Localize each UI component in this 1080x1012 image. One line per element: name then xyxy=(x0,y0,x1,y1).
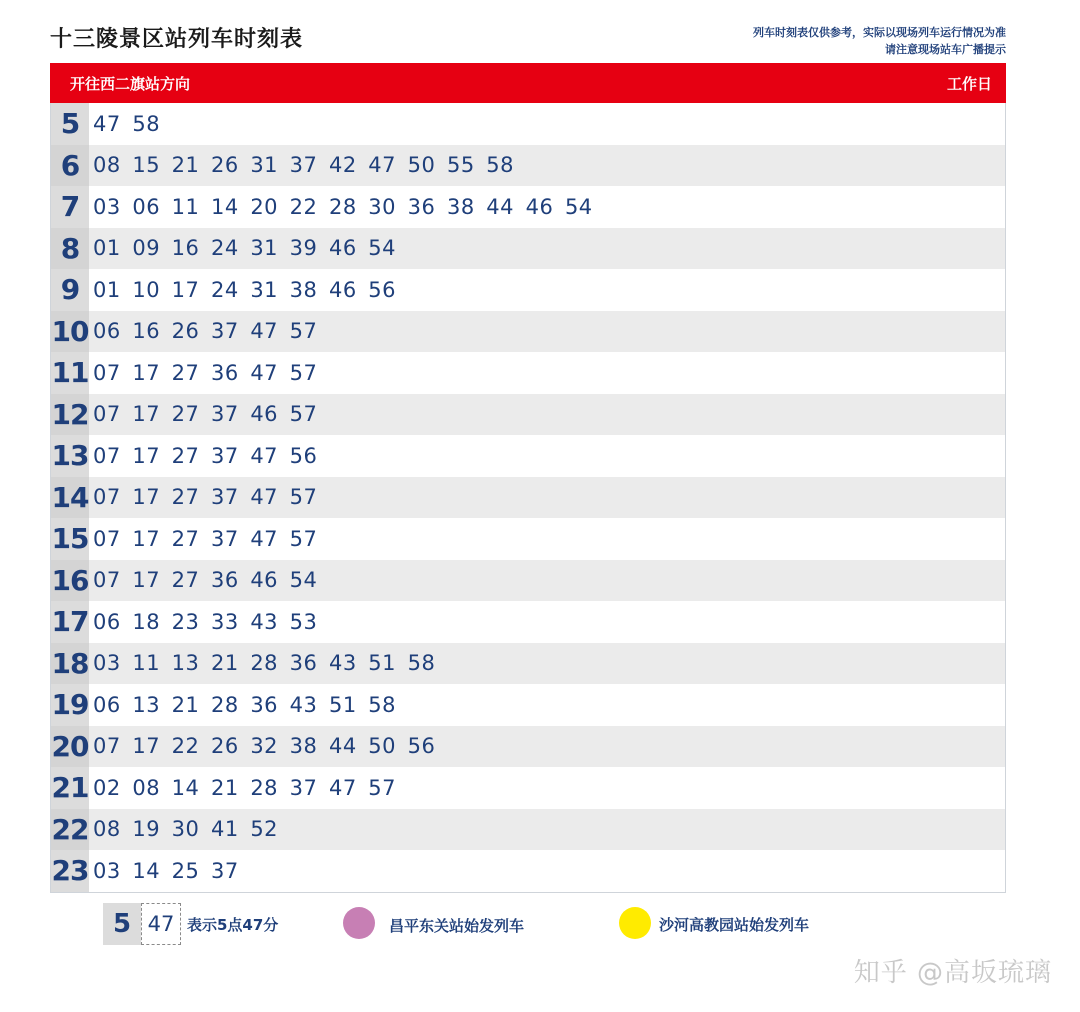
minute-value: 47 xyxy=(250,485,279,510)
legend-example-hour: 5 xyxy=(103,903,141,945)
minute-value: 36 xyxy=(250,692,279,717)
minute-value: 30 xyxy=(368,194,397,219)
minute-value: 58 xyxy=(132,111,161,136)
minute-value: 08 xyxy=(132,775,161,800)
hour-cell: 18 xyxy=(51,643,89,685)
minute-value: 56 xyxy=(289,443,318,468)
minute-value: 54 xyxy=(368,236,397,261)
minute-value: 03 xyxy=(93,651,121,676)
minute-value: 36 xyxy=(210,360,239,385)
minute-value: 28 xyxy=(328,194,357,219)
minute-value: 37 xyxy=(289,775,318,800)
minute-value: 37 xyxy=(210,858,239,883)
minute-value: 32 xyxy=(250,734,279,759)
minute-value: 37 xyxy=(210,402,239,427)
minute-value: 43 xyxy=(250,609,279,634)
table-row xyxy=(51,435,1005,477)
minute-value: 51 xyxy=(368,651,397,676)
minute-value: 53 xyxy=(289,609,318,634)
minute-value: 55 xyxy=(446,153,475,178)
minute-value: 56 xyxy=(368,277,397,302)
hour-cell: 7 xyxy=(51,186,89,228)
notice-line-1: 列车时刻表仅供参考，实际以现场列车运行情况为准 xyxy=(753,26,1006,39)
table-row xyxy=(51,186,1005,228)
minute-value: 15 xyxy=(132,153,161,178)
table-row xyxy=(51,311,1005,353)
minute-value: 08 xyxy=(93,153,121,178)
minute-value: 01 xyxy=(93,277,121,302)
minute-value: 38 xyxy=(289,734,318,759)
minutes-list xyxy=(89,319,329,343)
minute-value: 07 xyxy=(93,402,121,427)
minute-value: 19 xyxy=(132,817,161,842)
table-row xyxy=(51,643,1005,685)
minutes-list xyxy=(89,817,290,841)
minute-value: 47 xyxy=(250,526,279,551)
minute-value: 28 xyxy=(250,651,279,676)
minute-value: 58 xyxy=(407,651,436,676)
hour-cell: 22 xyxy=(51,809,89,851)
minute-value: 41 xyxy=(210,817,239,842)
minute-value: 17 xyxy=(132,526,161,551)
minute-value: 52 xyxy=(250,817,279,842)
minutes-list xyxy=(89,734,447,758)
hour-cell: 12 xyxy=(51,394,89,436)
minute-value: 13 xyxy=(171,651,200,676)
hour-cell: 13 xyxy=(51,435,89,477)
minute-value: 47 xyxy=(250,319,279,344)
table-row xyxy=(51,145,1005,187)
minute-value: 06 xyxy=(93,609,121,634)
minute-value: 47 xyxy=(250,443,279,468)
minute-value: 11 xyxy=(132,651,161,676)
minute-value: 43 xyxy=(328,651,357,676)
minute-value: 57 xyxy=(368,775,397,800)
timetable xyxy=(50,103,1006,893)
minute-value: 47 xyxy=(368,153,397,178)
table-row xyxy=(51,394,1005,436)
minute-value: 08 xyxy=(93,817,121,842)
minutes-list xyxy=(89,485,329,509)
minute-value: 43 xyxy=(289,692,318,717)
minute-value: 18 xyxy=(132,609,161,634)
minute-value: 16 xyxy=(171,236,200,261)
minute-value: 27 xyxy=(171,443,200,468)
notice-text xyxy=(753,24,1006,58)
minute-value: 36 xyxy=(210,568,239,593)
purple-dot-icon xyxy=(343,907,375,939)
minute-value: 37 xyxy=(210,526,239,551)
minute-value: 02 xyxy=(93,775,121,800)
minute-value: 21 xyxy=(171,153,200,178)
minute-value: 17 xyxy=(132,443,161,468)
minute-value: 21 xyxy=(210,651,239,676)
minute-value: 44 xyxy=(328,734,357,759)
minute-value: 31 xyxy=(250,277,279,302)
page-title: 十三陵景区站列车时刻表 xyxy=(50,27,304,52)
minute-value: 44 xyxy=(486,194,515,219)
minute-value: 07 xyxy=(93,485,121,510)
minute-value: 38 xyxy=(446,194,475,219)
minute-value: 07 xyxy=(93,568,121,593)
hour-cell: 21 xyxy=(51,767,89,809)
minutes-list xyxy=(89,776,408,800)
minute-value: 24 xyxy=(210,236,239,261)
minute-value: 06 xyxy=(93,319,121,344)
hour-cell: 19 xyxy=(51,684,89,726)
legend xyxy=(103,903,1003,945)
minute-value: 39 xyxy=(289,236,318,261)
minutes-list xyxy=(89,693,408,717)
minute-value: 21 xyxy=(171,692,200,717)
minute-value: 50 xyxy=(368,734,397,759)
minute-value: 11 xyxy=(171,194,200,219)
table-row xyxy=(51,228,1005,270)
minute-value: 31 xyxy=(250,236,279,261)
minute-value: 57 xyxy=(289,402,318,427)
hour-cell: 14 xyxy=(51,477,89,519)
minute-value: 14 xyxy=(132,858,161,883)
minutes-list xyxy=(89,444,329,468)
minute-value: 47 xyxy=(93,111,121,136)
table-row xyxy=(51,560,1005,602)
legend-purple-label: 昌平东关站始发列车 xyxy=(389,917,525,935)
minute-value: 07 xyxy=(93,443,121,468)
minute-value: 50 xyxy=(407,153,436,178)
minute-value: 31 xyxy=(250,153,279,178)
minute-value: 57 xyxy=(289,319,318,344)
minute-value: 16 xyxy=(132,319,161,344)
minute-value: 24 xyxy=(210,277,239,302)
minute-value: 03 xyxy=(93,194,121,219)
direction-label: 开往西二旗站方向 xyxy=(70,75,191,93)
table-row xyxy=(51,850,1005,892)
minutes-list xyxy=(89,651,447,675)
table-row xyxy=(51,518,1005,560)
hour-cell: 11 xyxy=(51,352,89,394)
minute-value: 27 xyxy=(171,485,200,510)
minutes-list xyxy=(89,236,408,260)
table-row xyxy=(51,726,1005,768)
hour-cell: 20 xyxy=(51,726,89,768)
minute-value: 30 xyxy=(171,817,200,842)
minutes-list xyxy=(89,153,526,177)
table-row xyxy=(51,684,1005,726)
minute-value: 37 xyxy=(210,319,239,344)
minute-value: 01 xyxy=(93,236,121,261)
hour-cell: 23 xyxy=(51,850,89,892)
minute-value: 37 xyxy=(289,153,318,178)
minute-value: 46 xyxy=(328,236,357,261)
hour-cell: 9 xyxy=(51,269,89,311)
minute-value: 23 xyxy=(171,609,200,634)
table-row xyxy=(51,352,1005,394)
minutes-list xyxy=(89,361,329,385)
minute-value: 17 xyxy=(132,485,161,510)
minute-value: 27 xyxy=(171,360,200,385)
minute-value: 07 xyxy=(93,734,121,759)
minute-value: 37 xyxy=(210,443,239,468)
legend-yellow-label: 沙河高教园站始发列车 xyxy=(659,916,810,934)
minute-value: 46 xyxy=(250,402,279,427)
minutes-list xyxy=(89,568,329,592)
minute-value: 57 xyxy=(289,485,318,510)
watermark: 知乎 @高坂琉璃 xyxy=(853,958,1052,988)
minute-value: 47 xyxy=(250,360,279,385)
minute-value: 14 xyxy=(171,775,200,800)
direction-header xyxy=(50,63,1006,103)
minute-value: 33 xyxy=(210,609,239,634)
minute-value: 10 xyxy=(132,277,161,302)
minutes-list xyxy=(89,402,329,426)
minute-value: 07 xyxy=(93,526,121,551)
minute-value: 25 xyxy=(171,858,200,883)
minute-value: 03 xyxy=(93,858,121,883)
minutes-list xyxy=(89,278,408,302)
minute-value: 17 xyxy=(132,360,161,385)
hour-cell: 10 xyxy=(51,311,89,353)
minute-value: 28 xyxy=(210,692,239,717)
minute-value: 36 xyxy=(289,651,318,676)
hour-cell: 16 xyxy=(51,560,89,602)
minute-value: 06 xyxy=(132,194,161,219)
table-row xyxy=(51,103,1005,145)
table-row xyxy=(51,809,1005,851)
minute-value: 56 xyxy=(407,734,436,759)
table-row xyxy=(51,269,1005,311)
minute-value: 21 xyxy=(210,775,239,800)
minute-value: 13 xyxy=(132,692,161,717)
minute-value: 09 xyxy=(132,236,161,261)
table-row xyxy=(51,477,1005,519)
minute-value: 28 xyxy=(250,775,279,800)
hour-cell: 8 xyxy=(51,228,89,270)
minute-value: 37 xyxy=(210,485,239,510)
minute-value: 26 xyxy=(171,319,200,344)
minute-value: 22 xyxy=(289,194,318,219)
minute-value: 06 xyxy=(93,692,121,717)
yellow-dot-icon xyxy=(619,907,651,939)
table-row xyxy=(51,767,1005,809)
hour-cell: 5 xyxy=(51,103,89,145)
minute-value: 17 xyxy=(132,734,161,759)
minute-value: 26 xyxy=(210,734,239,759)
day-type-label: 工作日 xyxy=(946,75,992,93)
table-row xyxy=(51,601,1005,643)
minute-value: 38 xyxy=(289,277,318,302)
minutes-list xyxy=(89,610,329,634)
minutes-list xyxy=(89,112,172,136)
minute-value: 57 xyxy=(289,360,318,385)
hour-cell: 6 xyxy=(51,145,89,187)
minute-value: 14 xyxy=(210,194,239,219)
minute-value: 36 xyxy=(407,194,436,219)
minute-value: 27 xyxy=(171,526,200,551)
minutes-list xyxy=(89,859,250,883)
legend-example-text: 表示5点47分 xyxy=(187,916,279,934)
minute-value: 17 xyxy=(132,402,161,427)
minute-value: 47 xyxy=(328,775,357,800)
minute-value: 17 xyxy=(132,568,161,593)
minute-value: 42 xyxy=(328,153,357,178)
minute-value: 27 xyxy=(171,402,200,427)
minute-value: 27 xyxy=(171,568,200,593)
minute-value: 58 xyxy=(368,692,397,717)
minute-value: 17 xyxy=(171,277,200,302)
minute-value: 46 xyxy=(250,568,279,593)
minute-value: 51 xyxy=(328,692,357,717)
minute-value: 46 xyxy=(328,277,357,302)
hour-cell: 15 xyxy=(51,518,89,560)
minutes-list xyxy=(89,527,329,551)
minute-value: 46 xyxy=(525,194,554,219)
minute-value: 20 xyxy=(250,194,279,219)
hour-cell: 17 xyxy=(51,601,89,643)
notice-line-2: 请注意现场站车广播提示 xyxy=(885,43,1006,56)
minute-value: 07 xyxy=(93,360,121,385)
legend-example-minute: 47 xyxy=(141,903,181,945)
minute-value: 26 xyxy=(210,153,239,178)
minute-value: 57 xyxy=(289,526,318,551)
minute-value: 54 xyxy=(564,194,593,219)
minute-value: 54 xyxy=(289,568,318,593)
minutes-list xyxy=(89,195,604,219)
minute-value: 58 xyxy=(486,153,515,178)
minute-value: 22 xyxy=(171,734,200,759)
